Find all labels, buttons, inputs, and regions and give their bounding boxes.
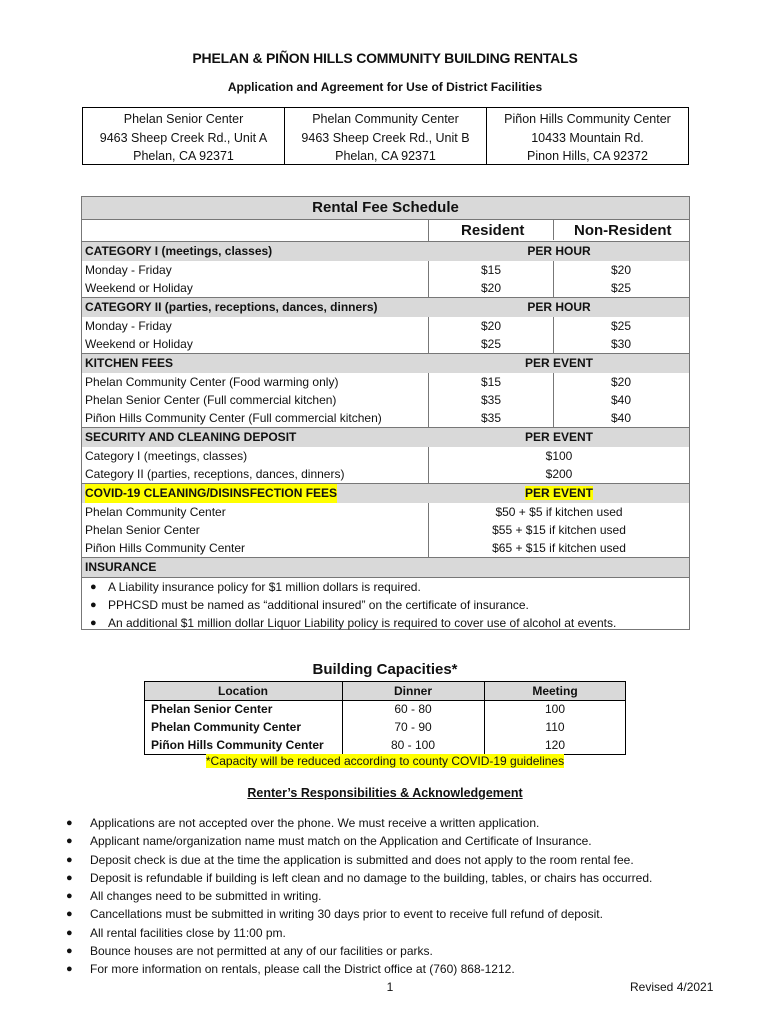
- resident-fee: $20: [480, 319, 502, 333]
- insurance-header: [82, 558, 689, 577]
- category-2-header: [82, 298, 689, 317]
- page-number: 1: [386, 980, 394, 994]
- deposit-unit: PER EVENT: [524, 430, 593, 444]
- list-item: ● Cancellations must be submitted in writing 30 days prior to event to receive full refund of deposit.: [64, 905, 744, 923]
- location-address: 9463 Sheep Creek Rd., Unit B: [301, 130, 470, 145]
- fee-column-headers: [82, 220, 689, 242]
- list-item: ● Applicant name/organization name must match on the Application and Certificate of Insurance.: [64, 832, 744, 850]
- list-item-text: For more information on rentals, please call the District office at (760) 868-1212.: [90, 962, 515, 977]
- location-address: 10433 Mountain Rd.: [531, 130, 644, 145]
- deposit-label: SECURITY AND CLEANING DEPOSIT: [85, 430, 297, 444]
- category-1-header: [82, 242, 689, 261]
- kitchen-fees-unit: PER EVENT: [524, 356, 593, 370]
- capacity-meeting: 110: [545, 720, 565, 734]
- category-1-label: CATEGORY I (meetings, classes): [85, 244, 273, 258]
- insurance-bullet: ● An additional $1 million dollar Liquor Liability policy is required to cover use of alcohol at events.: [90, 616, 617, 630]
- fee-row: [82, 447, 689, 465]
- fee-row-label: Phelan Community Center (Food warming only): [85, 375, 339, 389]
- capacity-dinner: 70 - 90: [394, 720, 432, 734]
- kitchen-fees-label: KITCHEN FEES: [85, 356, 174, 370]
- covid-fees-unit: PER EVENT: [524, 486, 593, 500]
- location-cell: [285, 108, 487, 164]
- nonresident-fee: $40: [610, 411, 632, 425]
- capacity-location: Piñon Hills Community Center: [151, 738, 324, 752]
- location-city: Pinon Hills, CA 92372: [527, 149, 648, 163]
- list-item-text: Bounce houses are not permitted at any of our facilities or parks.: [90, 944, 433, 959]
- nonresident-fee: $20: [610, 263, 632, 277]
- list-item-text: All rental facilities close by 11:00 pm.: [90, 925, 286, 940]
- fee-row-label: Monday - Friday: [85, 319, 172, 333]
- capacity-note-wrap: [0, 754, 770, 768]
- fee-row-label: Phelan Senior Center: [85, 523, 200, 537]
- fee-row-label: Category II (parties, receptions, dances, dinners): [85, 467, 345, 481]
- fee-row: [82, 335, 689, 353]
- revised-date: Revised 4/2021: [630, 980, 714, 994]
- location-cell: [487, 108, 688, 164]
- insurance-label: INSURANCE: [85, 560, 157, 574]
- fee-row: [82, 261, 689, 279]
- list-item: ● For more information on rentals, please call the District office at (760) 868-1212.: [64, 960, 744, 978]
- fee-row-label: Phelan Community Center: [85, 505, 226, 519]
- location-cell: [83, 108, 285, 164]
- fee-row-label: Category I (meetings, classes): [85, 449, 248, 463]
- deposit-amount: $100: [545, 449, 573, 463]
- capacity-header-location: Location: [218, 684, 268, 698]
- fee-row-label: Phelan Senior Center (Full commercial kitchen): [85, 393, 337, 407]
- nonresident-fee: $30: [610, 337, 632, 351]
- capacity-row: [145, 736, 625, 754]
- fee-row-label: Weekend or Holiday: [85, 281, 193, 295]
- category-1-unit: PER HOUR: [527, 244, 591, 258]
- list-item: ● Deposit is refundable if building is left clean and no damage to the building, tables, or chairs has occurred.: [64, 869, 744, 887]
- fee-row: [82, 465, 689, 483]
- category-2-label: CATEGORY II (parties, receptions, dances, dinners): [85, 300, 378, 314]
- locations-table: [82, 107, 689, 165]
- fee-row-label: Piñon Hills Community Center (Full commercial kitchen): [85, 411, 382, 425]
- list-item: ● Deposit check is due at the time the application is submitted and does not apply to the room rental fee.: [64, 851, 744, 869]
- fee-row: [82, 521, 689, 539]
- insurance-bullet-text: A Liability insurance policy for $1 million dollars is required.: [108, 580, 421, 594]
- resident-fee: $35: [480, 411, 502, 425]
- capacities-title: Building Capacities*: [312, 661, 458, 678]
- resident-fee: $15: [480, 263, 502, 277]
- fee-row-label: Weekend or Holiday: [85, 337, 193, 351]
- covid-fee-amount: $65 + $15 if kitchen used: [492, 541, 626, 555]
- list-item-text: Deposit check is due at the time the application is submitted and does not apply to the room rental fee.: [90, 852, 634, 867]
- deposit-header: [82, 428, 689, 447]
- insurance-bullet: ● A Liability insurance policy for $1 million dollars is required.: [90, 580, 421, 594]
- insurance-bullet-text: PPHCSD must be named as “additional insured” on the certificate of insurance.: [108, 598, 529, 612]
- location-name: Phelan Senior Center: [123, 112, 244, 126]
- insurance-bullet: ● PPHCSD must be named as “additional insured” on the certificate of insurance.: [90, 598, 529, 612]
- resident-header: Resident: [461, 222, 525, 239]
- capacity-meeting: 100: [544, 702, 566, 716]
- capacity-row: [145, 718, 625, 736]
- capacity-note: *Capacity will be reduced according to county COVID-19 guidelines: [205, 754, 565, 768]
- page-subtitle: Application and Agreement for Use of District Facilities: [227, 80, 543, 94]
- fee-row: [82, 391, 689, 409]
- list-item: ● Applications are not accepted over the phone. We must receive a written application.: [64, 814, 744, 832]
- covid-fees-label: COVID-19 CLEANING/DISINSFECTION FEES: [85, 484, 337, 503]
- nonresident-fee: $40: [610, 393, 632, 407]
- list-item-text: Deposit is refundable if building is left clean and no damage to the building, tables, or chairs has occurred.: [90, 870, 653, 885]
- fee-row: [82, 539, 689, 557]
- list-item: ● All rental facilities close by 11:00 pm.: [64, 924, 744, 942]
- nonresident-fee: $20: [610, 375, 632, 389]
- list-item: ● All changes need to be submitted in writing.: [64, 887, 744, 905]
- nonresident-fee: $25: [610, 319, 632, 333]
- location-name: Phelan Community Center: [312, 112, 459, 126]
- capacity-header-meeting: Meeting: [532, 684, 578, 698]
- capacities-header-row: [145, 682, 625, 701]
- capacity-dinner: 60 - 80: [394, 702, 432, 716]
- capacity-row: [145, 700, 625, 718]
- resident-fee: $35: [480, 393, 502, 407]
- nonresident-header: Non-Resident: [574, 222, 672, 239]
- list-item-text: Applicant name/organization name must match on the Application and Certificate of Insurance.: [90, 834, 592, 849]
- fee-row: [82, 373, 689, 391]
- capacity-header-dinner: Dinner: [393, 684, 432, 698]
- location-address: 9463 Sheep Creek Rd., Unit A: [99, 130, 268, 145]
- fee-row: [82, 279, 689, 297]
- fee-row-label: Piñon Hills Community Center: [85, 541, 246, 555]
- location-name: Piñon Hills Community Center: [504, 112, 671, 126]
- capacities-table: [144, 681, 626, 755]
- capacity-meeting: 120: [544, 738, 566, 752]
- resident-fee: $20: [480, 281, 502, 295]
- fee-row: [82, 503, 689, 521]
- rental-fee-table: [81, 196, 690, 630]
- list-item: ● Bounce houses are not permitted at any of our facilities or parks.: [64, 942, 744, 960]
- fee-row: [82, 409, 689, 427]
- responsibilities-title: Renter’s Responsibilities & Acknowledgement: [247, 786, 523, 800]
- nonresident-fee: $25: [610, 281, 632, 295]
- kitchen-fees-header: [82, 354, 689, 373]
- list-item-text: All changes need to be submitted in writing.: [90, 889, 322, 904]
- capacity-dinner: 80 - 100: [390, 738, 436, 752]
- category-2-unit: PER HOUR: [527, 300, 591, 314]
- deposit-amount: $200: [545, 467, 573, 481]
- covid-fees-header: [82, 484, 689, 503]
- capacity-location: Phelan Community Center: [151, 720, 302, 734]
- fee-row-label: Monday - Friday: [85, 263, 172, 277]
- insurance-bullet-text: An additional $1 million dollar Liquor Liability policy is required to cover use of alcohol at events.: [108, 616, 617, 630]
- fee-table-title: Rental Fee Schedule: [82, 197, 689, 220]
- list-item-text: Applications are not accepted over the phone. We must receive a written application.: [90, 816, 540, 830]
- fee-row: [82, 317, 689, 335]
- covid-fee-amount: $55 + $15 if kitchen used: [492, 523, 626, 537]
- covid-fee-amount: $50 + $5 if kitchen used: [495, 505, 623, 519]
- list-item-text: Cancellations must be submitted in writing 30 days prior to event to receive full refund of deposit.: [90, 907, 603, 922]
- location-city: Phelan, CA 92371: [133, 149, 234, 163]
- location-city: Phelan, CA 92371: [335, 149, 436, 163]
- responsibilities-list: [64, 814, 744, 979]
- page-title: PHELAN & PIÑON HILLS COMMUNITY BUILDING RENTALS: [192, 50, 578, 66]
- capacity-location: Phelan Senior Center: [151, 702, 273, 716]
- resident-fee: $15: [480, 375, 502, 389]
- resident-fee: $25: [480, 337, 502, 351]
